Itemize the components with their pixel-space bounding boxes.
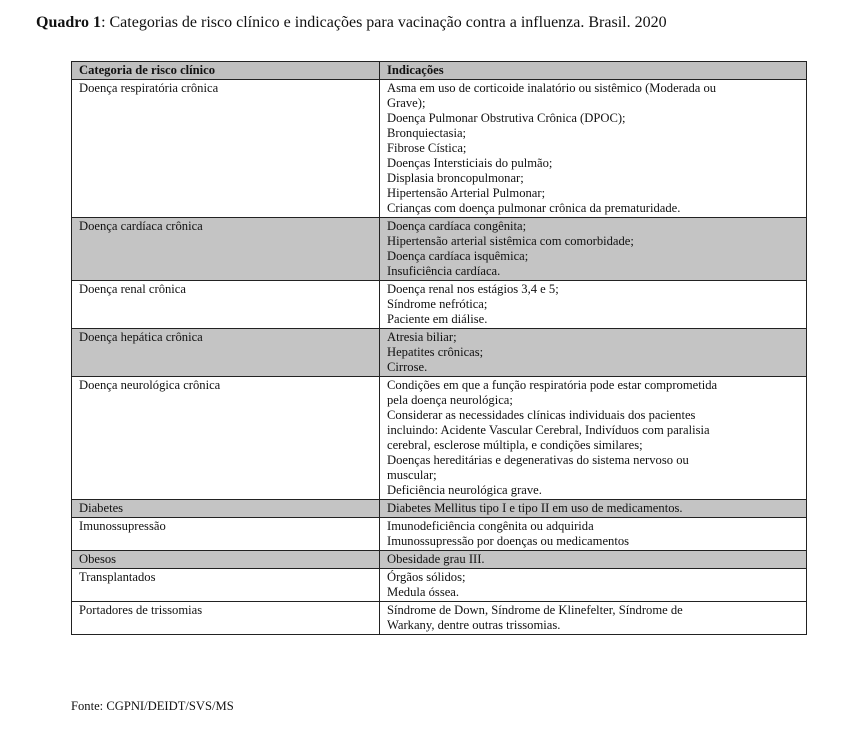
source-note: Fonte: CGPNI/DEIDT/SVS/MS bbox=[71, 699, 234, 713]
indications-cell bbox=[380, 500, 807, 518]
indication-line: Asma em uso de corticoide inalatório ou sistêmico (Moderada ou bbox=[387, 81, 717, 95]
table-row bbox=[72, 500, 807, 518]
indication-line: Hipertensão arterial sistêmica com comorbidade; bbox=[387, 234, 634, 248]
header-indications: Indicações bbox=[380, 62, 807, 80]
indication-line: Condições em que a função respiratória pode estar comprometida bbox=[387, 378, 718, 392]
indication-line: Atresia biliar; bbox=[387, 330, 457, 344]
risk-category-cell: Imunossupressão bbox=[72, 518, 380, 551]
indication-line: Doença renal nos estágios 3,4 e 5; bbox=[387, 282, 559, 296]
indication-line: Doenças Intersticiais do pulmão; bbox=[387, 156, 553, 170]
indications-cell bbox=[380, 569, 807, 602]
risk-category-cell: Doença respiratória crônica bbox=[72, 80, 380, 218]
indication-line: pela doença neurológica; bbox=[387, 393, 513, 407]
risk-category-cell: Portadores de trissomias bbox=[72, 602, 380, 635]
table-row bbox=[72, 281, 807, 329]
indication-line: Obesidade grau III. bbox=[387, 552, 485, 566]
indication-line: Hepatites crônicas; bbox=[387, 345, 484, 359]
caption-text: : Categorias de risco clínico e indicações para vacinação contra a influenza. Brasil. 2020 bbox=[101, 14, 667, 31]
indication-line: Grave); bbox=[387, 96, 426, 110]
indication-line: cerebral, esclerose múltipla, e condições similares; bbox=[387, 438, 643, 452]
risk-category-table bbox=[71, 61, 807, 635]
risk-category-cell: Doença neurológica crônica bbox=[72, 377, 380, 500]
header-category: Categoria de risco clínico bbox=[72, 62, 380, 80]
indication-line: Deficiência neurológica grave. bbox=[387, 483, 542, 497]
indication-line: Medula óssea. bbox=[387, 585, 460, 599]
indication-line: Crianças com doença pulmonar crônica da prematuridade. bbox=[387, 201, 681, 215]
indications-cell bbox=[380, 602, 807, 635]
table-row bbox=[72, 518, 807, 551]
indication-line: Síndrome de Down, Síndrome de Klinefelter, Síndrome de bbox=[387, 603, 683, 617]
table-row bbox=[72, 80, 807, 218]
table-row bbox=[72, 602, 807, 635]
indications-cell bbox=[380, 80, 807, 218]
risk-category-cell: Doença cardíaca crônica bbox=[72, 218, 380, 281]
risk-category-cell: Transplantados bbox=[72, 569, 380, 602]
indication-line: Doenças hereditárias e degenerativas do sistema nervoso ou bbox=[387, 453, 689, 467]
risk-category-cell: Doença hepática crônica bbox=[72, 329, 380, 377]
table-row bbox=[72, 218, 807, 281]
indication-line: Displasia broncopulmonar; bbox=[387, 171, 524, 185]
indication-line: Warkany, dentre outras trissomias. bbox=[387, 618, 561, 632]
risk-category-cell: Diabetes bbox=[72, 500, 380, 518]
indication-line: Órgãos sólidos; bbox=[387, 570, 466, 584]
indication-line: Insuficiência cardíaca. bbox=[387, 264, 501, 278]
indication-line: incluindo: Acidente Vascular Cerebral, Indivíduos com paralisia bbox=[387, 423, 710, 437]
indication-line: Diabetes Mellitus tipo I e tipo II em uso de medicamentos. bbox=[387, 501, 683, 515]
caption-label: Quadro 1 bbox=[36, 14, 102, 31]
indications-cell bbox=[380, 551, 807, 569]
table-row bbox=[72, 551, 807, 569]
table-body bbox=[72, 80, 807, 635]
indications-cell bbox=[380, 218, 807, 281]
table-row bbox=[72, 377, 807, 500]
indication-line: muscular; bbox=[387, 468, 437, 482]
indications-cell bbox=[380, 281, 807, 329]
indication-line: Doença Pulmonar Obstrutiva Crônica (DPOC); bbox=[387, 111, 626, 125]
table-row bbox=[72, 329, 807, 377]
indications-cell bbox=[380, 518, 807, 551]
indication-line: Doença cardíaca isquêmica; bbox=[387, 249, 529, 263]
table-row bbox=[72, 569, 807, 602]
indication-line: Hipertensão Arterial Pulmonar; bbox=[387, 186, 546, 200]
indication-line: Fibrose Cística; bbox=[387, 141, 467, 155]
table-caption bbox=[36, 13, 667, 33]
indication-line: Cirrose. bbox=[387, 360, 428, 374]
indication-line: Síndrome nefrótica; bbox=[387, 297, 488, 311]
table-header-row bbox=[72, 62, 807, 80]
indications-cell bbox=[380, 329, 807, 377]
indication-line: Doença cardíaca congênita; bbox=[387, 219, 527, 233]
risk-category-cell: Obesos bbox=[72, 551, 380, 569]
risk-category-cell: Doença renal crônica bbox=[72, 281, 380, 329]
indication-line: Paciente em diálise. bbox=[387, 312, 488, 326]
indication-line: Imunodeficiência congênita ou adquirida bbox=[387, 519, 594, 533]
indications-cell bbox=[380, 377, 807, 500]
indication-line: Considerar as necessidades clínicas individuais dos pacientes bbox=[387, 408, 696, 422]
indication-line: Imunossupressão por doenças ou medicamentos bbox=[387, 534, 630, 548]
indication-line: Bronquiectasia; bbox=[387, 126, 467, 140]
